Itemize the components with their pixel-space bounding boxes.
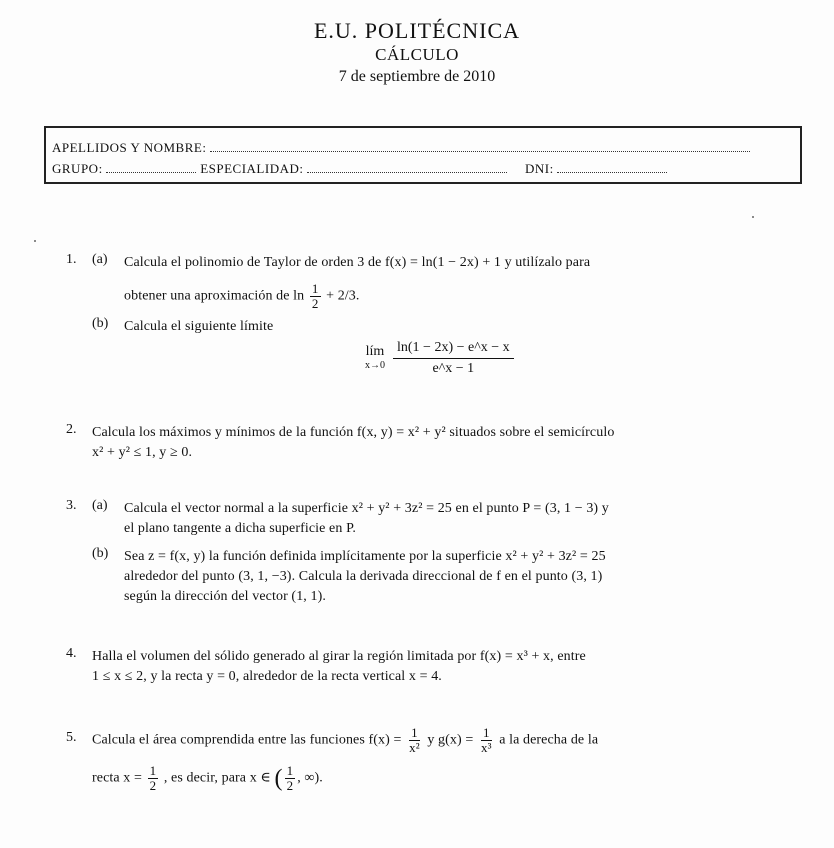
problem-3b-label: (b) [92, 546, 109, 561]
problem-3b-line1: Sea z = f(x, y) la función definida implícitamente por la superficie x² + y² + 3z² = 25 [124, 549, 606, 564]
exam-header [0, 18, 834, 88]
problem-3a-line2: el plano tangente a dicha superficie en P. [124, 521, 357, 536]
surname-label: APELLIDOS Y NOMBRE: [52, 140, 207, 155]
student-details-row [52, 161, 792, 177]
problem-2-number: 2. [66, 422, 77, 437]
limit-label: lím [365, 343, 385, 359]
problem-3b-line3: según la dirección del vector (1, 1). [124, 589, 326, 604]
interval-open-paren: ( [274, 765, 283, 792]
group-label: GRUPO: [52, 161, 103, 176]
problem-5-interval-post: , ∞). [297, 770, 323, 786]
problem-5-line2-den: 2 [149, 778, 157, 793]
problem-5-line1-post: a la derecha de la [499, 732, 599, 748]
problem-1a-line2 [124, 282, 764, 311]
problem-1a-frac-den: 2 [311, 296, 319, 311]
student-info-box [44, 126, 802, 184]
limit-denominator: e^x − 1 [432, 361, 475, 376]
specialty-field[interactable] [307, 162, 507, 173]
limit-fraction [393, 338, 514, 379]
group-field[interactable] [106, 162, 196, 173]
exam-date: 7 de septiembre de 2010 [338, 68, 496, 85]
surname-field[interactable] [210, 141, 750, 152]
problem-5-f-den: x² [409, 740, 420, 755]
problem-5-g-num: 1 [482, 725, 490, 740]
problem-5-number: 5. [66, 730, 77, 745]
problem-5-line1 [92, 726, 804, 755]
problem-5-f-num: 1 [411, 725, 418, 740]
problem-5-g-den: x³ [480, 740, 492, 755]
problem-5-line1-mid: y g(x) = [427, 732, 474, 748]
limit-operator [365, 345, 385, 373]
problem-1a-label: (a) [92, 252, 108, 267]
problem-5-f-fraction [407, 726, 422, 755]
problem-2-line1: Calcula los máximos y mínimos de la función f(x, y) = x² + y² situados sobre el semicírculo [92, 425, 615, 440]
problem-5-line2 [92, 764, 323, 793]
id-field[interactable] [557, 162, 667, 173]
limit-numerator: ln(1 − 2x) − e^x − x [393, 338, 514, 359]
problem-1-number: 1. [66, 252, 77, 267]
problem-1b-limit [365, 338, 514, 379]
problem-1a-fraction [310, 282, 321, 311]
problem-5-interval-num: 1 [286, 763, 294, 778]
problem-3-number: 3. [66, 498, 77, 513]
problem-3b-line2: alrededor del punto (3, 1, −3). Calcula la derivada direccional de f en el punto (3, 1) [124, 569, 603, 584]
problem-5-line2-fraction [148, 764, 159, 793]
school-name: E.U. POLITÉCNICA [313, 18, 521, 43]
problem-5-interval-fraction [285, 764, 296, 793]
problem-1a-line1: Calcula el polinomio de Taylor de orden 3 de f(x) = ln(1 − 2x) + 1 y utilízalo para [124, 255, 591, 270]
problem-4-line2: 1 ≤ x ≤ 2, y la recta y = 0, alrededor de la recta vertical x = 4. [92, 669, 442, 684]
problem-5-line2-num: 1 [149, 763, 157, 778]
problem-5-line2-pre: recta x = [92, 770, 142, 786]
problem-3a-label: (a) [92, 498, 108, 513]
student-name-row [52, 140, 792, 156]
limit-subscript: x→0 [365, 359, 385, 371]
problem-4-line1: Halla el volumen del sólido generado al girar la región limitada por f(x) = x³ + x, entre [92, 649, 586, 664]
problem-5-interval-den: 2 [286, 778, 294, 793]
problem-3a-line1: Calcula el vector normal a la superficie x² + y² + 3z² = 25 en el punto P = (3, 1 − 3) y [124, 501, 609, 516]
scan-speck [34, 240, 36, 242]
problem-4-number: 4. [66, 646, 77, 661]
subject-name: CÁLCULO [375, 45, 459, 64]
problem-1a-line2-pre: obtener una aproximación de ln [124, 288, 305, 304]
problem-1b-text: Calcula el siguiente límite [124, 319, 274, 334]
problem-1a-frac-num: 1 [311, 281, 319, 296]
problem-5-line1-pre: Calcula el área comprendida entre las funciones f(x) = [92, 732, 402, 748]
problem-1a-line2-post: + 2/3. [326, 288, 360, 304]
scan-speck [752, 216, 754, 218]
specialty-label: ESPECIALIDAD: [200, 161, 304, 176]
problem-5-g-fraction [479, 726, 494, 755]
problem-2-line2: x² + y² ≤ 1, y ≥ 0. [92, 445, 193, 460]
problem-5-line2-mid: , es decir, para x ∈ [163, 770, 271, 786]
id-label: DNI: [524, 161, 554, 176]
problem-1b-label: (b) [92, 316, 109, 331]
